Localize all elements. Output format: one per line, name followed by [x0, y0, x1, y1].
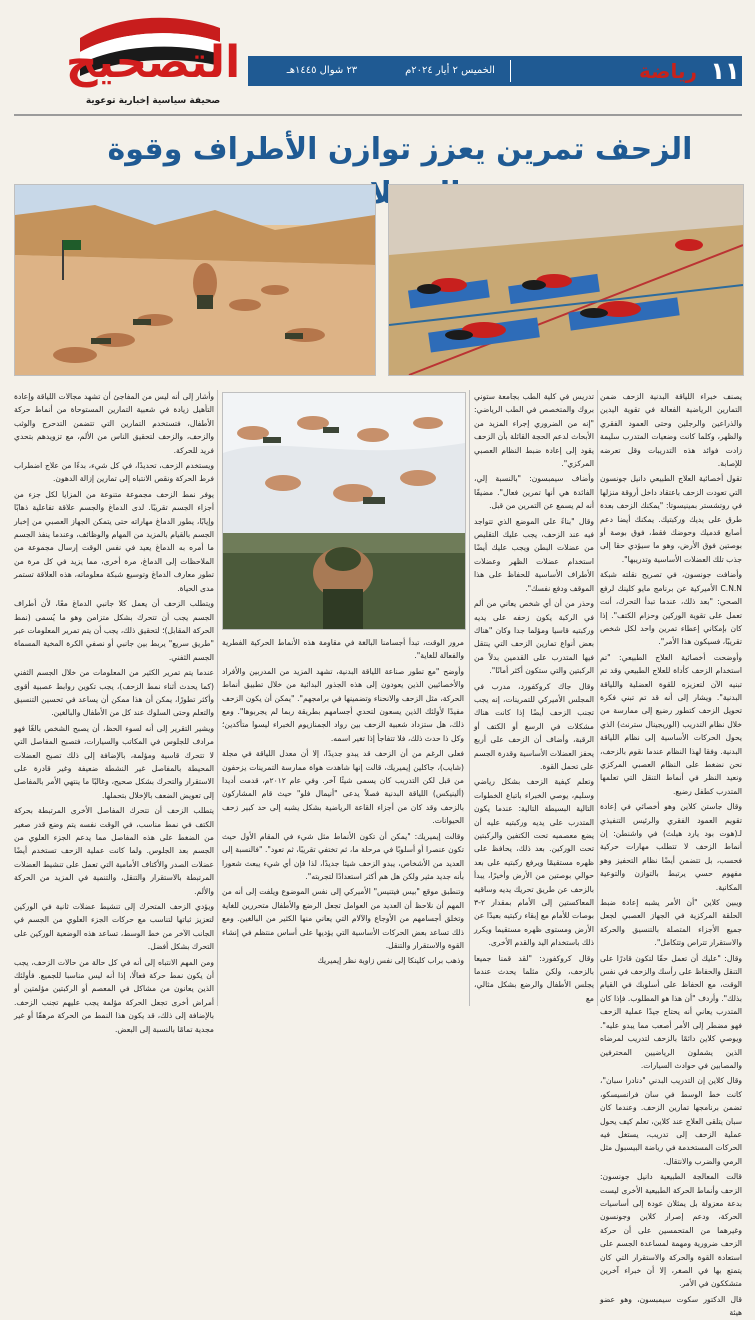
paragraph: وقال: "عليك أن تعمل حقًا لتكون قادرًا على التنقل والحفاظ على رأسك والزحف في نفس الوقت، مع الحفاظ على أسلوبك في القيام بذلك". وأردف "أن هذا هو المطلوب. فإذا كان المتدرب يعاني أنه يحتاج جيدًا عملية الزحف فهو مضطر إلى الأمر أصعب مما يبدو عليه". ويوصي كلاين دائمًا بالزحف لتدريب لمرضاه الذين يشملون الرياضيين المحترفين والمصابين في حوادث السيارات. [600, 953, 742, 1070]
column-divider [597, 390, 598, 1006]
paragraph: تدريس في كلية الطب بجامعة ستوني بروك والمتخصص في الطب الرياضي: "إنه من الضروري إجراء المزيد من الأبحاث لدعم الحجة القائلة بأن الزحف يقود إلى إعادة ضبط النظام العصبي المركزي". [474, 392, 594, 469]
paragraph: وتعلم كيفية الزحف بشكل رياضي وسليم، يوصي الخبراء باتباع الخطوات التالية البسيطة التالية: عندما يكون المتدرب على يديه وركبتيه عليه أن يضع معصميه تحت الكتفين والركبتين تحت الوركين. بعد ذلك، يحافظ على ظهره مستقيمًا ويرفع ركبتيه على بعد حوالي بوصتين من الأرض وأخيرًا، يبدأ بالزحف عن طريق تحريك يديه وساقيه المعاكستين إلى الأمام بمقدار ٢-٣ بوصات للأمام مع إبقاء ركبتيه بعيدًا عن الأرض ومستوى ظهره مستقيما ويكرر ذلك باستخدام اليد والقدم الأخرى. [474, 777, 594, 948]
desert-crawling-photo [14, 184, 376, 376]
paragraph: وقال جاك كروكفورد، مدرب في المجلس الأميركي للتمرينات، إنه يجب تجنب الزحف أيضًا إذا كانت هناك مشكلات في الرسغ أو الكتف أو الرقبة، وأضاف أن الزحف على أربع يحفز العضلات الأساسية وقدرة الجسم على تحمل القوة. [474, 681, 594, 771]
paragraph: وأوضح "مع تطور صناعة اللياقة البدنية، تشهد المزيد من المدربين والأفراد والأخصائيين الذين يعودون إلى هذه الجذور البدائية من خلال تطبيق أنماط الحركة، مثل الزحف والانحناء وتضمينها في برامجهم". "يمكن أن يكون الزحف مفيدًا لأولئك الذين يسعون لتحدي أجسامهم بطريقة ربما لم يجربوها". ومع ذلك، هل ستزداد شعبية الزحف بين رواد الجمنازيوم الخبراء ليسوا متأكدين؛ وكل ذا حدث ذلك، فلا تتفاجأ إذا تغير اسمه. [222, 666, 464, 743]
column-divider [217, 390, 218, 1006]
paragraph: ويشير التقرير إلى أنه لسوء الحظ، أن يصبح الشخص بالغًا فهو مرادف للجلوس في المكاتب والسيارات، فتصبح المفاصل التي لا تتحرك قاسية ومؤلمة، بالإضافة إلى ذلك تصبح العضلات المحيطة بالمفاصل غير النشطة ضعيفة وغير قادرة على الاستقرار والتحرك بشكل صحيح، وغالبًا ما ينتهي الأمر بالمفاصل إلى تعويض الضعف بالإخلال بتحملها. [14, 723, 214, 800]
paragraph: وقال "بناءً على الموضع الذي تتواجد فيه عند الزحف، يجب عليك التقليص من عضلات البطن ويجب عليك أيضًا استخدام عضلات الظهر وعضلات الأطراف الأساسية للحفاظ على هذا الموقف ودفع نفسك". [474, 516, 594, 593]
logo-wordmark: التصحيح [65, 37, 241, 88]
logo-tagline: صحيفة سياسية إخبارية توعوية [85, 96, 221, 106]
article-column-1 [600, 390, 742, 1318]
paragraph: ويستخدم الزحف، تحديدًا، في كل شيء، بدءًا من علاج اضطراب فرط الحركة ونقص الانتباه إلى تمارين إزالة الدهون. [14, 461, 214, 484]
article-column-2 [474, 390, 594, 1006]
paragraph: ويؤدي الزحف المتحرك إلى تنشيط عضلات ثانية في الوركين لتعزيز ثباتها لتناسب مع حركات الجزء العلوي من الجسم في الجانب الآخر من خط الوسط، تساعد هذه الوضعية الوركين على التحرك بشكل أفضل. [14, 902, 214, 952]
gym-crawling-photo [388, 184, 744, 376]
paragraph: قال الدكتور سكوت سيمبسون، وهو عضو هيئة [600, 1294, 742, 1318]
paragraph: وقال كروكفورد: "لقد قمنا جميعا بالزحف، ولكن مثلما يحدث عندما يجلس الأطفال والرضع بشكل مثالي، مع [474, 953, 594, 1003]
snow-crawling-photo [222, 392, 466, 630]
paragraph: مرور الوقت، تبدأ أجسامنا البالغة في مقاومة هذه الأنماط الحركية الفطرية والفعالة للغاية". [222, 638, 464, 661]
article-headline: الزحف تمرين يعزز توازن الأطراف وقوة [107, 132, 693, 167]
paragraph: عندما يتم تمرير الكثير من المعلومات من خلال الجسم الثفني (كما يحدث أثناء نمط الزحف)، يجب تكوين روابط عصبية أقوى وأكثر تطورًا، يمكن أن هذا ممكن أن يساعد في تحسين التنسيق والتعلم وحتى السلوك عند كل من الأطفال والبالغين. [14, 668, 214, 718]
paragraph: ويبين كلاين "أن الأمر يشبه إعادة ضبط الحلقة المركزية في الجهاز العصبي لجعل جميع الأجزاء المتصلة بالتنسيق والحركة والاستقرار تتراص وتتكامل". [600, 898, 742, 948]
header-divider [14, 114, 742, 116]
paragraph: يتطلب الزحف أن تتحرك المفاصل الأخرى المرتبطة بحركة الكتف في نمط مناسب، في الوقت نفسه يتم وضع قدر صغير من الضغط على هذه المفاصل مما يدعم الجزء العلوي من الجسم بعد الجلوس. ولما كانت عملية الزحف تستخدم أيضًا عضلات الصدر والأكتاف الأمامية التي تعمل على تنشيط العضلات المرتبطة بالاستقرار والتنقل، والتنمية في المزيد من الحركة والألم. [14, 806, 214, 896]
paragraph: وتنطبق موقع "بيس فيتنيس" الأميركي إلى نفس الموضوع ويلفت إلى أنه من المهم أن نلاحظ أن العديد من العوامل تجعل الرضع والأطفال متحررين للغاية وتخلق أجسامهم من الأوجاع والآلام التي يعاني منها الكثير من البالغين. ومع ذلك تساعد بعض الحركات الأساسية التي يؤديها على أساس منتظم في إنشاء القوة والاستقرار والتنقل. [222, 887, 464, 950]
paragraph: ومن المهم الانتباه إلى أنه في كل حالة من حالات الزحف، يجب أن يكون نمط حركة فعالًا، إذا أنه ليس مناسبا للجميع. فأولئك الذين يعانون من مشاكل في المعصم أو الركبتين مؤلمتين أو أمراض أخرى تجعل الحركة مؤلمة يجب عليهم تجنب الزحف. بالإضافة إلى ذلك، قد يكون هذا النمط من الحركة مرهقًا أو غير مجدية تمامًا بالنسبة إلى البعض. [14, 957, 214, 1034]
page-number: ١١ [710, 57, 740, 85]
article-column-3 [222, 636, 464, 1006]
date-hijri: ٢٣ شوال ١٤٤٥هـ [286, 65, 358, 76]
paragraph: وقال جاستن كلاين وهو أخصائي في إعادة تقويم العمود الفقري والرئيس التنفيذي لـ(هوت بود يارد هيلث) في واشنطن: إن أنماط الزحف لا تتطلب مهارات حركية فحسب، بل تتضمن أيضًا نظام التحفيز وهو مفهوم حسي يرتبط بالتوازن والتوعية المكانية. [600, 802, 742, 892]
paragraph: وأضافت جونسون، في تصريح نقلته شبكة C.N.N الأميركية عن برنامج مايو كلينك لرفع الصحي: "بعد ذلك، عندما تبدأ التحرك، أنت تعمل على تقوية الوركين وحزام الكتف". إذا كان بإمكاني إعطاء تمرين واحد لكل شخص تقريبًا، فسيكون هذا الأمر". [600, 570, 742, 647]
column-divider [469, 390, 470, 1006]
paragraph: وأشار إلى أنه ليس من المفاجئ أن تشهد مجالات اللياقة وإعادة التأهيل زيادة في شعبية التمارين المستوحاة من أنماط حركة الأطفال، فتستخدم التمارين التي تتضمن التدحرج والوثب والزحف، والزحف لتحقيق الناس من الألم، مع تزويدهم بتحدي فريد للحركة. [14, 392, 214, 455]
paragraph: وحذر من أن أي شخص يعاني من ألم في الركبة يكون زحفه على يديه وركبتيه قاسيا ومؤلما جدا وكان "هناك بعض أنواع تمارين الزحف التي ينتقل فيها المتدرب على القدمين بدلاً من الركبتين والتي ستكون أكثر أمانًا". [474, 599, 594, 676]
article-column-4 [14, 390, 214, 1034]
paragraph: ويتطلب الزحف أن يعمل كلا جانبي الدماغ معًا، لأن أطراف الجسم يجب أن تتحرك بشكل متزامن وهو ما يُسمى (نمط الحركة المقابل)؛ لتحقيق ذلك، يجب أن يتم تمرير المعلومات عبر "طريق سريع" يربط بين جانبي أو نصفي الكرة المخية المسماة الجسم الثفني. [14, 599, 214, 662]
paragraph: قالت المعالجة الطبيعية دانيل جونسون: الزحف وأنماط الحركة الطبيعية الأخرى ليست بدعة معزولة بل يمثلان عودة إلى أساسيات الحركة، ودعم إصرار كلاين وجونسون وغيرهما من المتحمسين على أن حركة الزحف ضرورية ومهمة لمساعدة الجسم على استعادة القوة والحركة والاستقرار التي كان يتمتع بها في الصغر، إلا أن خبراء آخرين متشككون في الأمر. [600, 1172, 742, 1289]
paragraph: يوفر نمط الزحف مجموعة متنوعة من المزايا لكل جزء من أجزاء الجسم تقريبًا. لدى الدماغ والجسم علاقة تفاعلية ذهابًا وإيابًا، يطور الدماغ مهاراته حتى يتمكن الجهاز العصبي من إخبار الجسم بالقيام بالمزيد من المهام والوظائف، وعندما ينفذ الجسم ما أمره به الدماغ يعيد في نفس الوقت إرسال مجموعة من الملاحظات إلى الدماغ، مرة أخرى، مما يزيد في كل مرة من تطور معارف الدماغ وتوسيع شبكة معلوماته، هذه العلاقة تستمر مدى الحياة. [14, 489, 214, 593]
paragraph: وأضاف سيمبسون: "بالنسبة إلي، الفائدة هي أنها تمرين فعال". مضيفًا أنه لم يسمع عن التمرين من قبل. [474, 474, 594, 511]
paragraph: وأوضحت أخصائية العلاج الطبيعي: "تم استخدام الزحف كأداة للعلاج الطبيعي وقد تم تبنيه الآن لتعزيزه للقوة العضلية واللياقة البدنية". ويشار إلى أنه قد تم تبني فكرة تحويل الزحف كتطور رضيع إلى ممارسة من خلال نظام التدريب (الوريجينال سترنث) الذي يحول الحركات الأساسية إلى نظام اللياقة البدنية. وفقا لهذا النظام عندما نقوم بالزحف، نحن نضغط على النظام العصبي المركزي ونعيد النظر في أنماط التنقل التي تعلمها المتدرب كطفل رضيع. [600, 652, 742, 796]
section-title: رياضة [639, 59, 697, 83]
paragraph: وقالت إيميريك: "يمكن أن تكون الأنماط مثل شيء في المقام الأول حيث تكون عنصرا أو أسلوبًا في مرحلة ما، ثم تختفي تقريبًا، ثم تعود". "فالنسبة إلى العديد من الأشخاص، يبدو الزحف شيئا جديدًا، لذا فإن أي شيء يبعث شعورا بأنه جديد مثير ولكن هل هم أكثر استعدادًا لتجربته". [222, 831, 464, 881]
paragraph: وقال كلاين إن التدريب البدني "دنادرا سبان"، كانت خط الوسط في سان فرانسيسكو، تضمن برنامجها تمارين الزحف. وعندما كان سبان يتلقى العلاج عند كلاين، تعلم كيف يحول عملية الزحف إلى تدريب، يستغل فيه الحركات المستخدمة في رياضة البيسبول مثل الرمي والضرب والانتقال. [600, 1076, 742, 1166]
paragraph: وذهب براب كلينكا إلى نفس زاوية نظر إيميريك [317, 956, 464, 966]
date-gregorian: الخميس ٢ أيار ٢٠٢٤م [390, 60, 511, 82]
paragraph: فعلى الرغم من أن الزحف قد يبدو جديدًا، إلا أن معدل اللياقة في مجلة (شايب)، جاكلين إيميريك، قالت إنها شاهدت هواة ممارسة التمرينات يزحفون من قبل لكن التدريب كان يسمى شيئًا آخر. وفي عام ٢٠١٢م، قدمت أديدا (ألينيكس) اللياقة البدنية فصلاً يدعى "أنيمال فلو" حيث قام المشاركون بالزحف وقد كان من أجزاء القاعة الرياضية بشكل يشبه إلى حد كبير زحف الحيوانات. [222, 749, 464, 826]
paragraph: تقول أخصائية العلاج الطبيعي دانيل جونسون التي تعودت الزحف باعتقاد داخل أروقة منزلها في روتشستر بمينيسوتا: "يمكنك الزحف بعدة طرق على يديك وركبتيك. يمكنك أيضا دعم أصابع قدميك وحوضك فقط، فوق بوصة أو بوصتين فوق الأرض، وهو ما سيؤدي حقا إلى جذب تلك العضلات الأساسية وتدريبها". [600, 474, 742, 564]
paragraph: يصنف خبراء اللياقة البدنية الزحف ضمن التمارين الرياضية الفعالة في تقوية اليدين والذراعين والرجلين وحتى العمود الفقري والظهر، وكلما كانت وضعيات المتدرب سليمة زادت فوائد هذه التدريبات وقل تعرضه للإصابة. [600, 392, 742, 469]
